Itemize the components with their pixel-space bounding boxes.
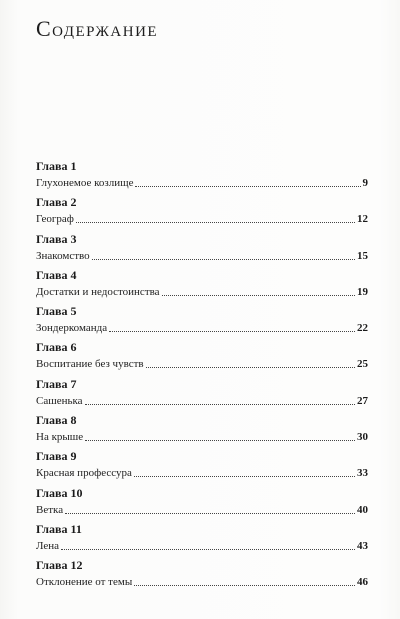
toc-entry (36, 196, 368, 232)
dot-leader (134, 584, 355, 586)
toc-entry (36, 414, 368, 450)
page-number: 9 (362, 177, 368, 189)
toc-line (36, 176, 368, 190)
chapter-number: Глава 12 (36, 558, 83, 573)
chapter-title: Достатки и недостоинства (36, 285, 160, 298)
chapter-title: Географ (36, 213, 74, 226)
toc-line (36, 321, 368, 335)
page-number: 33 (357, 467, 368, 480)
toc-line (36, 539, 368, 553)
chapter-number: Глава 8 (36, 413, 77, 428)
toc-line (36, 466, 368, 480)
chapter-number: Глава 7 (36, 376, 77, 391)
chapter-number: Глава 10 (36, 485, 83, 500)
page-number: 19 (357, 285, 368, 298)
dot-leader (109, 330, 355, 332)
toc-line (36, 212, 368, 226)
page-number: 46 (357, 576, 368, 589)
chapter-number: Глава 6 (36, 340, 77, 355)
chapter-title: Глухонемое козлище (36, 177, 134, 189)
chapter-number: Глава 4 (36, 267, 77, 282)
toc-entry (36, 269, 368, 305)
toc-entry (36, 487, 368, 523)
page-number: 40 (357, 503, 368, 516)
chapter-title: На крыше (36, 431, 84, 444)
dot-leader (92, 258, 355, 260)
chapter-number: Глава 9 (36, 449, 77, 464)
toc-line (36, 357, 368, 371)
chapter-title: Зондеркоманда (36, 322, 108, 335)
chapter-title: Знакомство (36, 249, 90, 262)
toc-line (36, 503, 368, 517)
dot-leader (162, 294, 355, 296)
dot-leader (146, 366, 355, 368)
chapter-title: Воспитание без чувств (36, 358, 144, 371)
page-number: 43 (357, 539, 368, 552)
page-number: 22 (357, 322, 368, 335)
dot-leader (85, 439, 355, 441)
dot-leader (76, 221, 355, 223)
table-of-contents (36, 160, 368, 596)
chapter-number: Глава 2 (36, 195, 77, 210)
page-number: 27 (357, 394, 368, 407)
chapter-title: Ветка (36, 503, 64, 516)
toc-entry (36, 559, 368, 595)
page-title: Содержание (36, 16, 159, 41)
toc-line (36, 249, 368, 263)
toc-entry (36, 233, 368, 269)
page-number: 12 (357, 213, 368, 226)
toc-line (36, 575, 368, 589)
dot-leader (135, 185, 360, 187)
chapter-number: Глава 3 (36, 231, 77, 246)
toc-line (36, 430, 368, 444)
toc-line (36, 285, 368, 299)
page-number: 15 (357, 249, 368, 262)
toc-entry (36, 341, 368, 377)
page-number: 30 (357, 431, 368, 444)
chapter-title: Сашенька (36, 394, 83, 407)
toc-entry (36, 160, 368, 196)
toc-entry (36, 523, 368, 559)
page-number: 25 (357, 358, 368, 371)
chapter-number: Глава 1 (36, 159, 77, 173)
chapter-title: Лена (36, 539, 60, 552)
dot-leader (65, 512, 355, 514)
chapter-number: Глава 5 (36, 304, 77, 319)
toc-line (36, 394, 368, 408)
toc-entry (36, 378, 368, 414)
toc-entry (36, 450, 368, 486)
chapter-title: Красная профессура (36, 467, 132, 480)
chapter-number: Глава 11 (36, 521, 82, 536)
toc-entry (36, 305, 368, 341)
chapter-title: Отклонение от темы (36, 576, 133, 589)
dot-leader (61, 548, 355, 550)
dot-leader (85, 403, 355, 405)
dot-leader (134, 475, 355, 477)
